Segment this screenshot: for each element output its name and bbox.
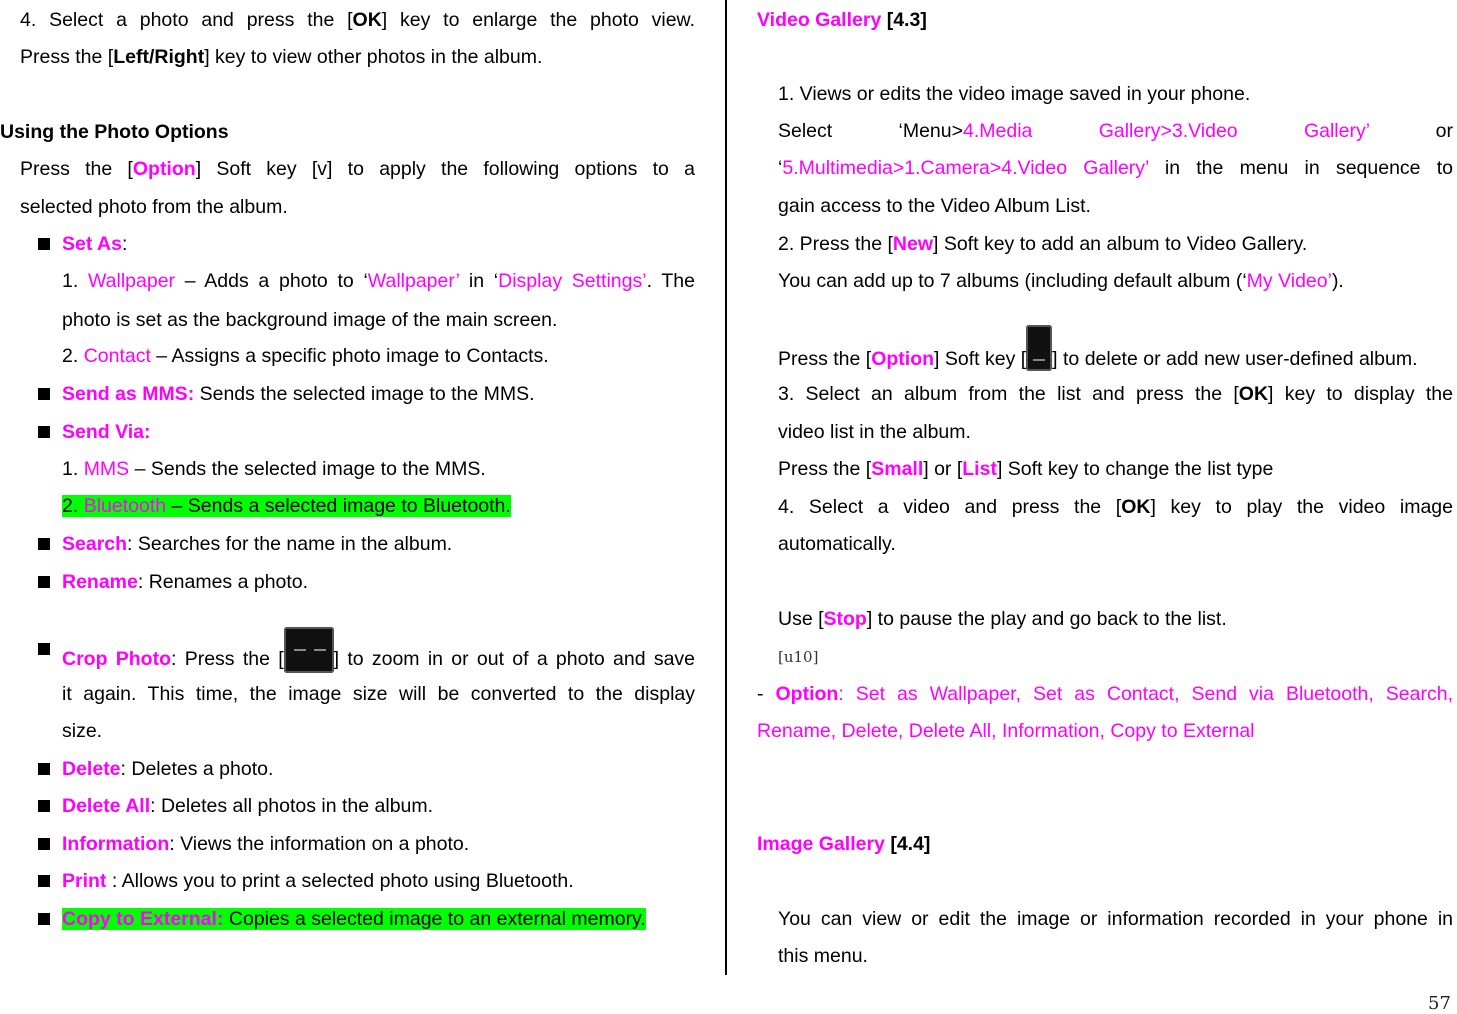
option-delete-all: Delete All: Deletes all photos in the album.	[62, 795, 434, 817]
bullet-icon	[38, 388, 50, 400]
option-rename: Rename: Renames a photo.	[62, 571, 309, 593]
send-via-mms: 1. MMS – Sends the selected image to the MMS.	[62, 458, 486, 480]
video-step-1: 1. Views or edits the video image saved in your phone.	[778, 83, 1251, 105]
press-option-line-2: selected photo from the album.	[20, 196, 288, 218]
video-option-list: - Option: Set as Wallpaper, Set as Contact, Send via Bluetooth, Search,	[757, 683, 1453, 705]
bullet-icon	[38, 576, 50, 588]
video-step-3: 3. Select an album from the list and press the [OK] key to display the	[778, 383, 1453, 405]
option-information: Information: Views the information on a photo.	[62, 833, 470, 855]
intro-line-2: Press the [Left/Right] key to view other photos in the album.	[20, 46, 543, 68]
crop-photo-line-3: size.	[62, 720, 103, 742]
image-gallery-desc-2: this menu.	[778, 945, 868, 967]
crop-photo-line-2: it again. This time, the image size will be converted to the display	[62, 683, 695, 705]
option-send-mms: Send as MMS: Sends the selected image to the MMS.	[62, 383, 535, 405]
video-step-2: 2. Press the [New] Soft key to add an album to Video Gallery.	[778, 233, 1308, 255]
option-delete: Delete: Deletes a photo.	[62, 758, 274, 780]
video-gallery-title: Video Gallery [4.3]	[757, 9, 927, 31]
bullet-icon	[38, 538, 50, 550]
option-search: Search: Searches for the name in the album.	[62, 533, 453, 555]
intro-line-1: 4. Select a photo and press the [OK] key to enlarge the photo view.	[20, 9, 695, 31]
video-step-4-line-2: automatically.	[778, 533, 896, 555]
video-step-3-line-2: video list in the album.	[778, 421, 971, 443]
press-option-line: Press the [Option] Soft key [v] to apply the following options to a	[20, 158, 695, 180]
video-step-4: 4. Select a video and press the [OK] key to play the video image	[778, 496, 1454, 518]
bullet-icon	[38, 643, 50, 655]
send-via-bluetooth: 2. Bluetooth – Sends a selected image to Bluetooth.	[62, 495, 511, 517]
option-print: Print : Allows you to print a selected photo using Bluetooth.	[62, 870, 574, 892]
video-menu-path-2: ‘5.Multimedia>1.Camera>4.Video Gallery’ in the menu in sequence to	[778, 157, 1453, 179]
video-stop-hint: Use [Stop] to pause the play and go back to the list.	[778, 608, 1227, 630]
video-option-softkey: Press the [Option] Soft key [ ] to delete or add new user-defined album.	[778, 337, 1417, 383]
bullet-icon	[38, 875, 50, 887]
bullet-icon	[38, 238, 50, 250]
option-crop-photo: Crop Photo: Press the [ ] to zoom in or out of a photo and save	[62, 637, 695, 683]
bullet-icon	[38, 800, 50, 812]
video-menu-path-1: Select ‘Menu>4.Media Gallery>3.Video Gallery’ or	[778, 120, 1453, 142]
column-divider	[725, 0, 727, 975]
video-menu-path-3: gain access to the Video Album List.	[778, 195, 1091, 217]
video-list-type: Press the [Small] or [List] Soft key to change the list type	[778, 458, 1274, 480]
editor-tag: [u10]	[778, 648, 819, 666]
option-send-via: Send Via:	[62, 421, 151, 443]
soft-key-icon	[1026, 325, 1052, 371]
bullet-icon	[38, 913, 50, 925]
video-album-limit: You can add up to 7 albums (including default album (‘My Video’).	[778, 270, 1344, 292]
section-heading: Using the Photo Options	[0, 121, 229, 143]
set-as-wallpaper: 1. Wallpaper – Adds a photo to ‘Wallpaper’ in ‘Display Settings’. The	[62, 270, 695, 292]
soft-key-icon	[284, 627, 334, 673]
image-gallery-desc: You can view or edit the image or information recorded in your phone in	[778, 908, 1453, 930]
option-set-as: Set As:	[62, 233, 128, 255]
set-as-contact: 2. Contact – Assigns a specific photo image to Contacts.	[62, 345, 549, 367]
page-number: 57	[1428, 993, 1451, 1014]
image-gallery-title: Image Gallery [4.4]	[757, 833, 931, 855]
bullet-icon	[38, 763, 50, 775]
bullet-icon	[38, 426, 50, 438]
bullet-icon	[38, 838, 50, 850]
option-copy-external: Copy to External: Copies a selected image to an external memory.	[62, 908, 646, 930]
video-option-list-2: Rename, Delete, Delete All, Information, Copy to External	[757, 720, 1255, 742]
set-as-wallpaper-2: photo is set as the background image of the main screen.	[62, 309, 558, 331]
